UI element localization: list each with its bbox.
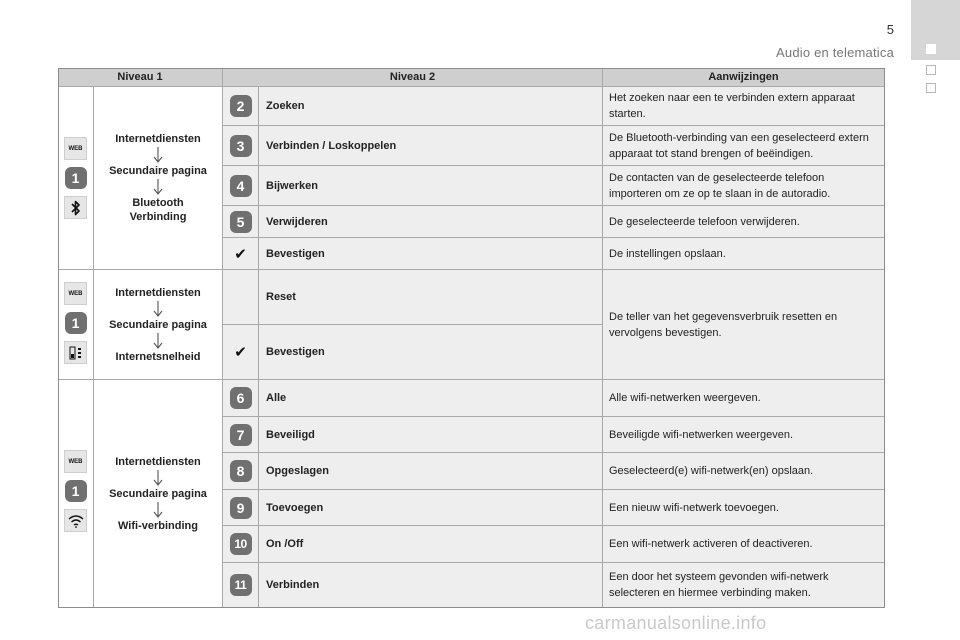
path-step: Internetsnelheid [115, 350, 201, 363]
menu-path-wifi [94, 380, 223, 608]
step-badge: 4 [230, 175, 252, 197]
menu-path-data [94, 270, 223, 380]
level2-label: Verbinden [259, 563, 603, 608]
level2-label: Verwijderen [259, 206, 603, 238]
path-step: Internetdiensten [115, 455, 201, 468]
step-badge: 3 [230, 135, 252, 157]
level2-label: Reset [259, 270, 603, 325]
group-icons-wifi [58, 380, 94, 608]
bluetooth-icon [64, 196, 87, 219]
level1-badge: 1 [65, 480, 87, 502]
path-step: Secundaire pagina [109, 318, 207, 331]
arrow-down-icon [153, 179, 163, 195]
page-indicator-active [926, 44, 936, 54]
step-badge: 11 [230, 574, 252, 596]
note-text: De Bluetooth-verbinding van een geselecteerd extern apparaat tot stand brengen of beëindigen. [603, 126, 885, 166]
page-indicator [926, 83, 936, 93]
path-step: Internetdiensten [115, 133, 201, 145]
check-icon: ✔ [234, 245, 247, 263]
step-badge: 2 [230, 95, 252, 117]
level1-badge: 1 [65, 312, 87, 334]
arrow-down-icon [153, 301, 163, 317]
level2-label: Verbinden / Loskoppelen [259, 126, 603, 166]
wifi-icon [64, 509, 87, 532]
arrow-down-icon [153, 147, 163, 163]
web-icon: WEB [64, 282, 87, 305]
level2-label: On /Off [259, 526, 603, 563]
level2-label: Bijwerken [259, 166, 603, 206]
group-icons-bluetooth [58, 87, 94, 270]
section-title: Audio en telematica [776, 45, 894, 60]
instructions-table [58, 68, 885, 608]
data-usage-icon [64, 341, 87, 364]
path-step: Secundaire pagina [109, 487, 207, 500]
arrow-down-icon [153, 333, 163, 349]
level2-label: Opgeslagen [259, 453, 603, 490]
note-text: De geselecteerde telefoon verwijderen. [603, 206, 885, 238]
header-level2: Niveau 2 [223, 68, 603, 87]
check-icon: ✔ [234, 344, 247, 361]
path-step: Wifi-verbinding [118, 519, 198, 532]
step-badge: 6 [230, 387, 252, 409]
arrow-down-icon [153, 502, 163, 518]
note-text: De instellingen opslaan. [603, 238, 885, 270]
page-indicator [926, 65, 936, 75]
note-text: Een nieuw wifi-netwerk toevoegen. [603, 490, 885, 526]
menu-path-bluetooth [94, 87, 223, 270]
path-step: Bluetooth Verbinding [129, 197, 187, 223]
level1-badge: 1 [65, 167, 87, 189]
web-icon: WEB [64, 137, 87, 160]
header-notes: Aanwijzingen [603, 68, 885, 87]
note-text: Een wifi-netwerk activeren of deactiveren. [603, 526, 885, 563]
note-text: Beveiligde wifi-netwerken weergeven. [603, 417, 885, 453]
page-number: 5 [886, 22, 894, 37]
note-text: De teller van het gegevensverbruik resetten en vervolgens bevestigen. [603, 270, 885, 380]
path-step: Internetdiensten [115, 286, 201, 299]
level2-label: Bevestigen [259, 238, 603, 270]
step-badge: 9 [230, 497, 252, 519]
note-text: Alle wifi-netwerken weergeven. [603, 380, 885, 417]
path-step: Secundaire pagina [109, 165, 207, 177]
step-badge: 7 [230, 424, 252, 446]
note-text: Geselecteerd(e) wifi-netwerk(en) opslaan. [603, 453, 885, 490]
step-badge: 8 [230, 460, 252, 482]
level2-label: Bevestigen [259, 325, 603, 380]
watermark: carmanualsonline.info [585, 613, 767, 633]
level2-label: Toevoegen [259, 490, 603, 526]
note-text: De contacten van de geselecteerde telefoon importeren om ze op te slaan in de autoradio. [603, 166, 885, 206]
note-text: Een door het systeem gevonden wifi-netwerk selecteren en hiermee verbinding maken. [603, 563, 885, 608]
level2-label: Alle [259, 380, 603, 417]
note-text: Het zoeken naar een te verbinden extern apparaat starten. [603, 87, 885, 126]
level2-label: Beveiligd [259, 417, 603, 453]
header-level1: Niveau 1 [58, 68, 223, 87]
step-badge: 10 [230, 533, 252, 555]
group-icons-data [58, 270, 94, 380]
web-icon: WEB [64, 450, 87, 473]
level2-label: Zoeken [259, 87, 603, 126]
step-badge: 5 [230, 211, 252, 233]
arrow-down-icon [153, 470, 163, 486]
